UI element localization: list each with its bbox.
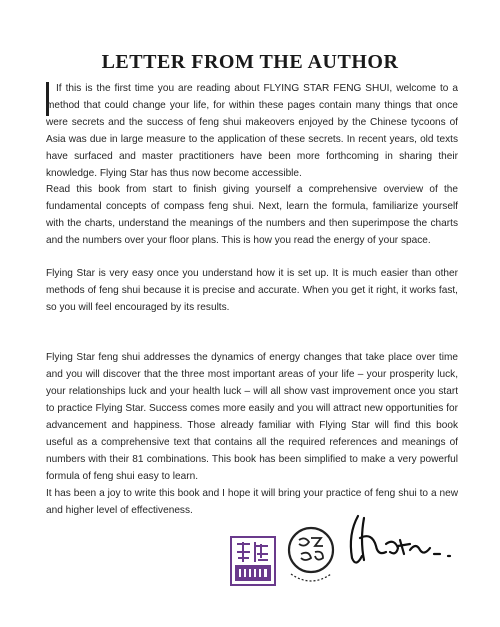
paragraph-dynamics: Flying Star feng shui addresses the dynamics of energy changes that take place over time and you will discover that the three most important areas of your life – your prosperity luck, your relationships luck and your health luck – will all show vast improvement once you start to practice Flying Star. Success comes more easily and you will attract new opportunities for advancement and happiness. Those already familiar with Flying Star will find this book useful as a comprehensive text that contains all the required references and meanings of numbers with their 81 combinations. This book has been simplified to make a very powerful formula of feng shui easy to learn.: [46, 352, 458, 482]
paragraph-easy: Flying Star is very easy once you understand how it is set up. It is much easier than other methods of feng shui because it is precise and accurate. When you get it right, it works fast, so you will feel encouraged by its results.: [46, 268, 458, 313]
handwritten-signature: [340, 510, 460, 578]
round-seal-icon: [285, 522, 337, 592]
paragraph-intro: If this is the first time you are reading about FLYING STAR FENG SHUI, welcome to a method that could change your life, for within these pages contain many things that once were secrets and the success of feng shui makeovers enjoyed by the Chinese tycoons of Asia was due in large measure to the application of these secrets. In recent years, old texts have surfaced and master practitioners have been more forthcoming in sharing their knowledge. Flying Star has thus now become accessible.: [46, 83, 458, 179]
paragraph-read-book: Read this book from start to finish giving yourself a comprehensive overview of the fundamental concepts of compass feng shui. Next, learn the formula, familiarize yourself with the charts, understand the meanings of the numbers and then superimpose the charts and the numbers over your floor plans. This is how you read the energy of your space.: [46, 184, 458, 246]
paragraph-closing: It has been a joy to write this book and I hope it will bring your practice of feng shui to a new and higher level of effectiveness.: [46, 488, 458, 516]
square-seal-icon: [230, 536, 276, 586]
page-title: LETTER FROM THE AUTHOR: [101, 51, 399, 74]
